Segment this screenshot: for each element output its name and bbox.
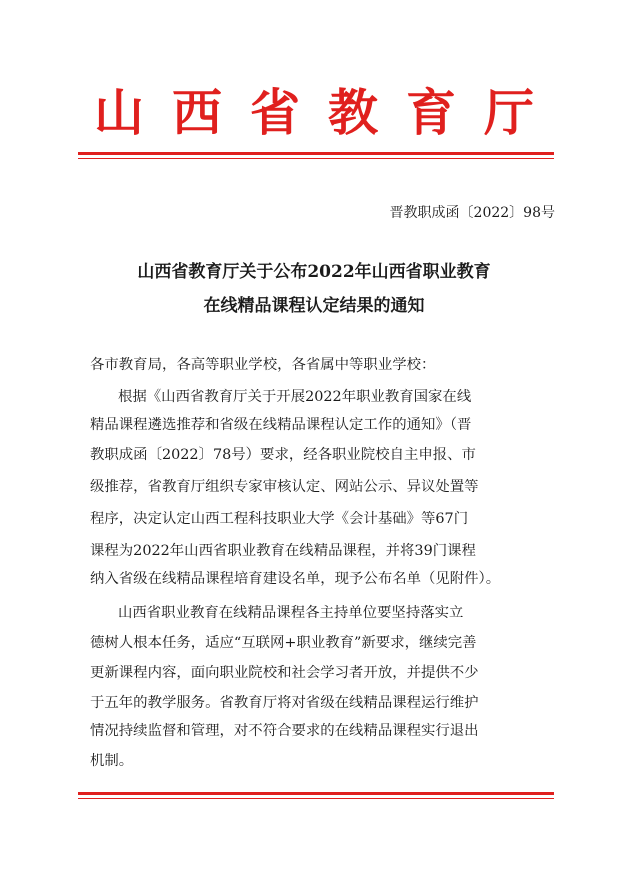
paragraph-2-line: 于五年的教学服务。省教育厅将对省级在线精品课程运行维护: [90, 695, 479, 711]
letterhead-rule-thin: [78, 158, 554, 159]
paragraph-2-line: 更新课程内容，面向职业院校和社会学习者开放，并提供不少: [90, 665, 479, 681]
paragraph-1-line: 纳入省级在线精品课程培育建设名单，现予公布名单（见附件）。: [90, 571, 501, 587]
paragraph-2-line: 情况持续监督和管理，对不符合要求的在线精品课程实行退出: [90, 723, 479, 739]
letterhead-title: 山西省教育厅: [94, 83, 562, 142]
document-number: 晋教职成函〔2022〕98号: [389, 205, 555, 221]
paragraph-2-line: 德树人根本任务，适应“互联网+职业教育”新要求，继续完善: [90, 635, 477, 651]
paragraph-1-line: 精品课程遴选推荐和省级在线精品课程认定工作的通知》（晋: [90, 417, 472, 433]
paragraph-1-line: 教职成函〔2022〕78号）要求，经各职业院校自主申报、市: [90, 447, 476, 463]
paragraph-1-line: 级推荐，省教育厅组织专家审核认定、网站公示、异议处置等: [90, 479, 479, 495]
salutation: 各市教育局，各高等职业学校，各省属中等职业学校：: [90, 357, 436, 373]
footer-rule-thin: [78, 798, 554, 799]
letterhead-rule-thick: [78, 152, 554, 155]
paragraph-1-line: 程序，决定认定山西工程科技职业大学《会计基础》等67门: [90, 511, 469, 527]
document-title-line-2: 在线精品课程认定结果的通知: [203, 296, 425, 316]
paragraph-2-line: 山西省职业教育在线精品课程各主持单位要坚持落实立: [118, 605, 464, 621]
footer-rule-thick: [78, 792, 554, 795]
document-title-line-1: 山西省教育厅关于公布2022年山西省职业教育: [137, 262, 491, 282]
paragraph-1-line: 课程为2022年山西省职业教育在线精品课程，并将39门课程: [90, 543, 476, 559]
paragraph-2-line: 机制。: [90, 753, 134, 769]
paragraph-1-line: 根据《山西省教育厅关于开展2022年职业教育国家在线: [118, 389, 472, 405]
